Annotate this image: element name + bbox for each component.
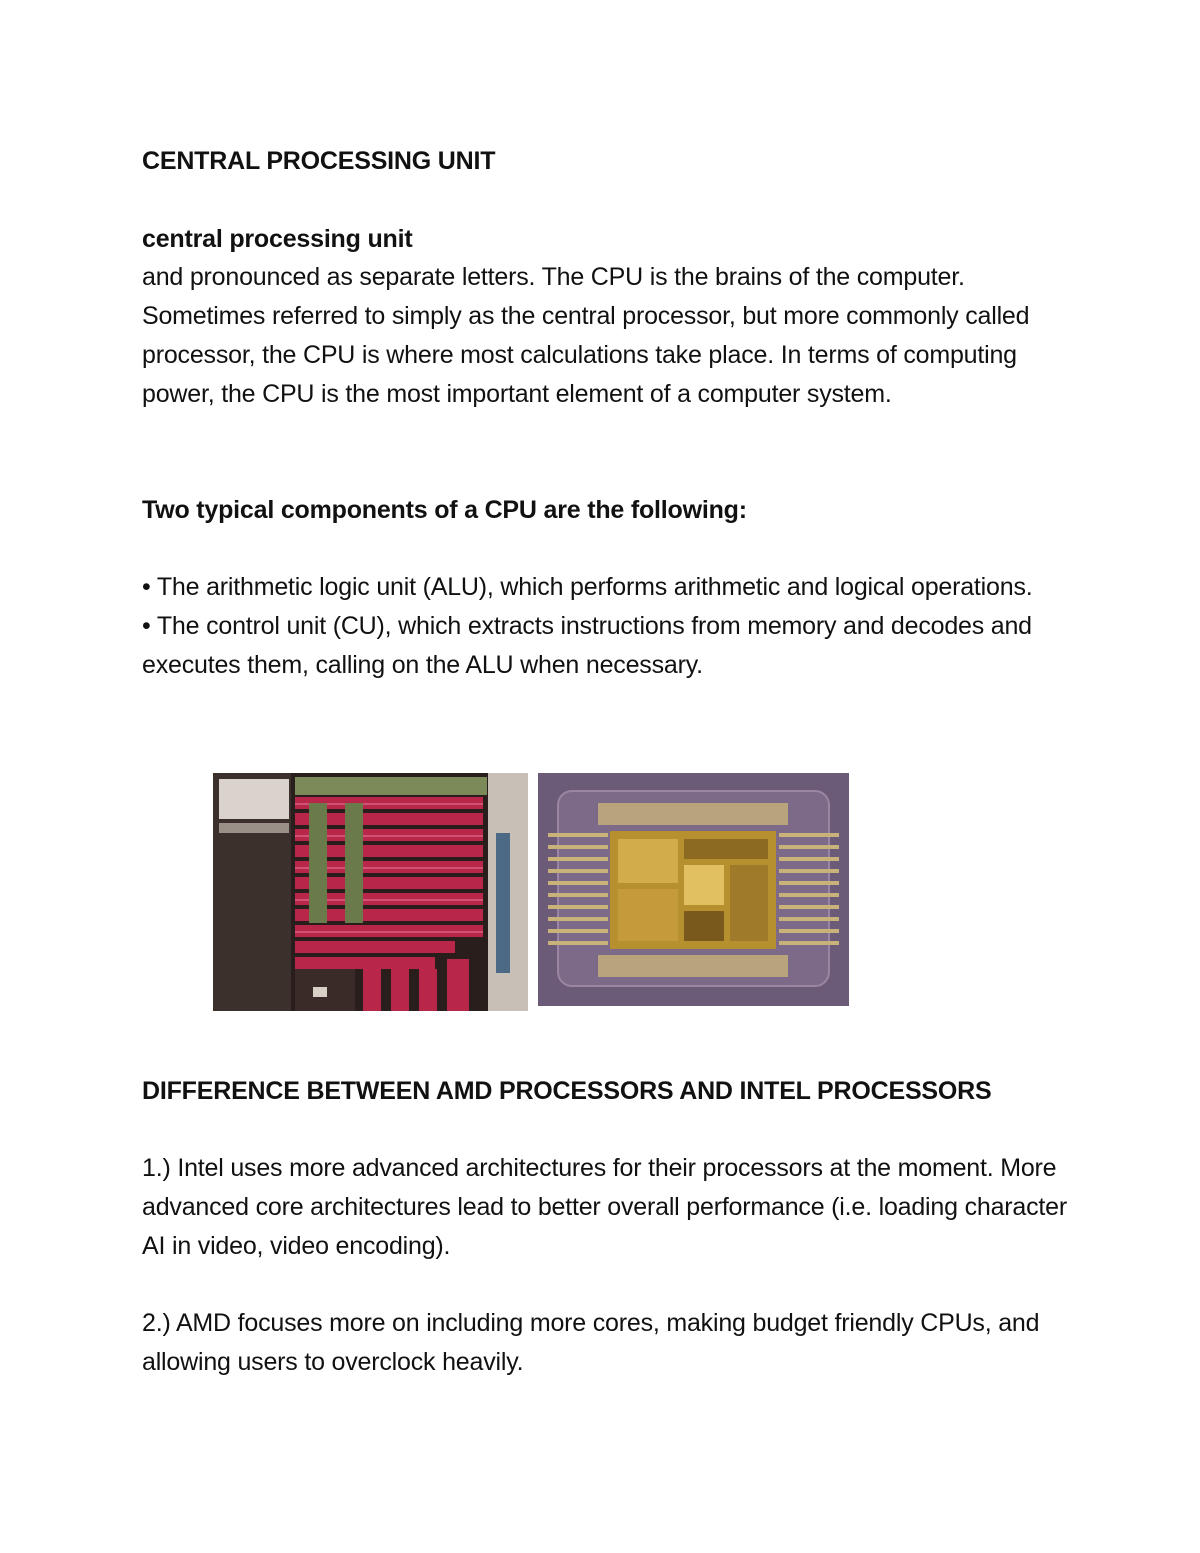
- difference-heading: DIFFERENCE BETWEEN AMD PROCESSORS AND INTEL PROCESSORS: [142, 1077, 992, 1105]
- circuit-boards-photo: [213, 773, 528, 1011]
- intro-heading: central processing unit: [142, 225, 413, 253]
- difference-point-2: 2.) AMD focuses more on including more cores, making budget friendly CPUs, and allowing users to overclock heavily.: [142, 1309, 1040, 1376]
- document-title: CENTRAL PROCESSING UNIT: [142, 147, 496, 175]
- intro-paragraph: and pronounced as separate letters. The CPU is the brains of the computer. Sometimes referred to simply as the central processor, but more commonly called processor, the CPU is where most calculations take place. In terms of computing power, the CPU is the most important element of a computer system.: [142, 263, 1030, 408]
- components-heading: Two typical components of a CPU are the following:: [142, 496, 747, 524]
- components-list: [142, 568, 1082, 685]
- list-item-cu: • The control unit (CU), which extracts instructions from memory and decodes and executes them, calling on the ALU when necessary.: [142, 612, 1032, 679]
- difference-point-1: 1.) Intel uses more advanced architectures for their processors at the moment. More advanced core architectures lead to better overall performance (i.e. loading character AI in video, video encoding).: [142, 1154, 1067, 1260]
- processor-die-photo: [538, 773, 849, 1006]
- list-item-alu: • The arithmetic logic unit (ALU), which performs arithmetic and logical operations.: [142, 573, 1033, 601]
